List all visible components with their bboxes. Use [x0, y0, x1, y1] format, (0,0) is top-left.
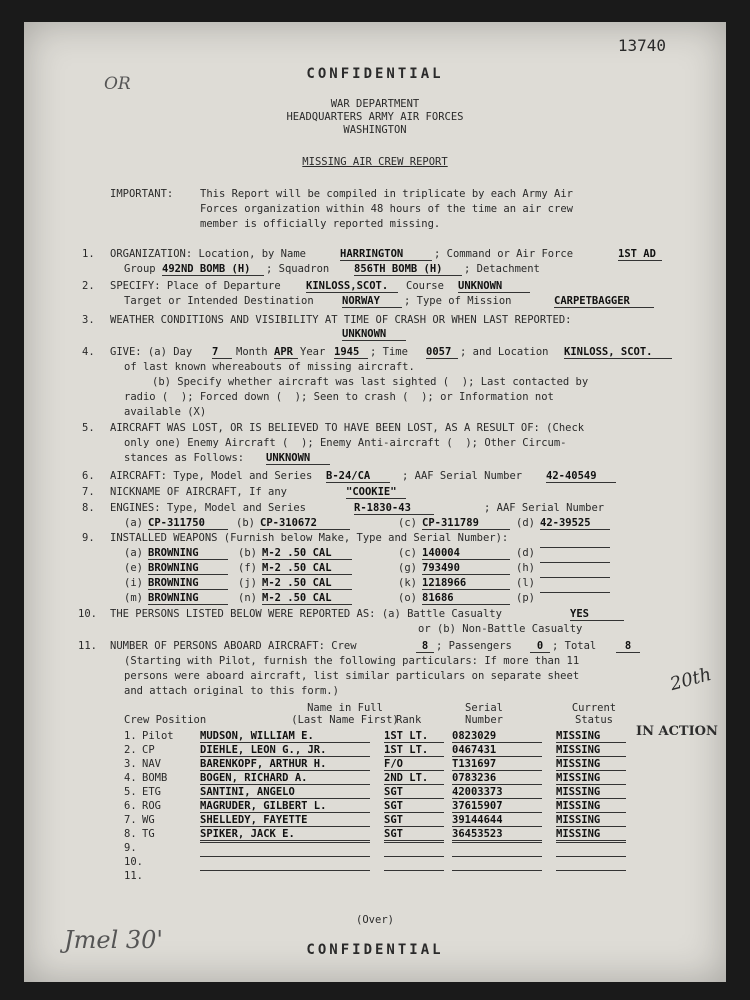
crew-pos: WG — [142, 814, 155, 826]
weapon-value — [540, 592, 610, 593]
engine-b-label: (b) — [236, 517, 255, 529]
item4-month-label: Month — [236, 346, 268, 358]
important-line3: member is officially reported missing. — [200, 218, 441, 230]
item4-line3: (b) Specify whether aircraft was last sighted ( ); Last contacted by — [152, 376, 589, 388]
header-line3: WASHINGTON — [343, 124, 407, 136]
crew-status: MISSING — [556, 828, 626, 841]
crew-rank — [384, 856, 444, 857]
loss-year: 1945 — [334, 346, 368, 359]
org-location: HARRINGTON — [340, 248, 432, 261]
weapon-label: (m) — [124, 592, 143, 604]
circumstances-value: UNKNOWN — [266, 452, 330, 465]
item4-line2: of last known whereabouts of missing aircraft. — [124, 361, 415, 373]
item6-number: 6. — [82, 470, 95, 482]
weapon-label: (g) — [398, 562, 417, 574]
total-count: 8 — [616, 640, 640, 653]
header-rank: Rank — [396, 714, 422, 726]
aircraft-type: B-24/CA — [326, 470, 390, 483]
crew-name: SANTINI, ANGELO — [200, 786, 370, 799]
item2-course-label: Course — [406, 280, 444, 292]
engine-type: R-1830-43 — [354, 502, 434, 515]
item5-number: 5. — [82, 422, 95, 434]
aircraft-nickname: "COOKIE" — [346, 486, 406, 499]
departure-place: KINLOSS,SCOT. — [306, 280, 398, 293]
crew-serial — [452, 856, 542, 857]
crew-serial: 36453523 — [452, 828, 542, 841]
crew-rank: 1ST LT. — [384, 730, 444, 743]
weapon-value: 793490 — [422, 562, 510, 575]
crew-rank — [384, 842, 444, 843]
item2-label: SPECIFY: Place of Departure — [110, 280, 281, 292]
over-label: (Over) — [356, 914, 394, 926]
item2-target-label: Target or Intended Destination — [124, 295, 314, 307]
crew-serial: 39144644 — [452, 814, 542, 827]
weapon-value: 1218966 — [422, 577, 510, 590]
crew-serial: 0783236 — [452, 772, 542, 785]
item8-label: ENGINES: Type, Model and Series — [110, 502, 306, 514]
crew-name — [200, 842, 370, 843]
crew-status: MISSING — [556, 786, 626, 799]
weapon-label: (c) — [398, 547, 417, 559]
crew-rank: SGT — [384, 786, 444, 799]
weapon-value: M-2 .50 CAL — [262, 547, 352, 560]
weapon-label: (p) — [516, 592, 535, 604]
battle-casualty-value: YES — [570, 608, 624, 621]
item4-line5: available (X) — [124, 406, 207, 418]
item5-line1: AIRCRAFT WAS LOST, OR IS BELIEVED TO HAVE BEEN LOST, AS A RESULT OF: (Check — [110, 422, 585, 434]
weapon-label: (k) — [398, 577, 417, 589]
item4-time-label: ; Time — [370, 346, 408, 358]
weapon-value: 81686 — [422, 592, 510, 605]
weapon-label: (h) — [516, 562, 535, 574]
passenger-count: 0 — [530, 640, 550, 653]
crew-no: 4. — [124, 772, 137, 784]
crew-status — [556, 856, 626, 857]
item3-number: 3. — [82, 314, 95, 326]
weapon-label: (i) — [124, 577, 143, 589]
margin-note: OR — [104, 74, 131, 94]
loss-month: APR — [274, 346, 298, 359]
weapon-label: (o) — [398, 592, 417, 604]
engine-a-label: (a) — [124, 517, 143, 529]
weapon-label: (e) — [124, 562, 143, 574]
crew-pos: CP — [142, 744, 155, 756]
crew-serial — [452, 870, 542, 871]
header-name-in-full: Name in Full — [307, 702, 383, 714]
important-line1: This Report will be compiled in triplicate by each Army Air — [200, 188, 573, 200]
item10-line2: or (b) Non-Battle Casualty — [418, 623, 583, 635]
target-value: NORWAY — [342, 295, 402, 308]
mission-type: CARPETBAGGER — [554, 295, 654, 308]
crew-status: MISSING — [556, 744, 626, 757]
crew-name: DIEHLE, LEON G., JR. — [200, 744, 370, 757]
weapon-label: (a) — [124, 547, 143, 559]
loss-day: 7 — [212, 346, 232, 359]
crew-rank: SGT — [384, 828, 444, 841]
crew-status: MISSING — [556, 772, 626, 785]
item1-group-label: Group — [124, 263, 156, 275]
weapon-value: BROWNING — [148, 592, 228, 605]
important-label: IMPORTANT: — [110, 188, 174, 200]
item7-label: NICKNAME OF AIRCRAFT, If any — [110, 486, 288, 498]
item6-serial-label: ; AAF Serial Number — [402, 470, 523, 482]
crew-name: BOGEN, RICHARD A. — [200, 772, 370, 785]
crew-name: SHELLEDY, FAYETTE — [200, 814, 370, 827]
crew-no: 10. — [124, 856, 143, 868]
weapon-value: BROWNING — [148, 577, 228, 590]
item1-detachment-label: ; Detachment — [464, 263, 540, 275]
header-line1: WAR DEPARTMENT — [330, 98, 420, 110]
item11-crew-label: NUMBER OF PERSONS ABOARD AIRCRAFT: Crew — [110, 640, 357, 652]
crew-no: 8. — [124, 828, 137, 840]
crew-no: 5. — [124, 786, 137, 798]
engine-d-serial: 42-39525 — [540, 517, 610, 530]
weapon-label: (l) — [516, 577, 535, 589]
crew-pos: ETG — [142, 786, 161, 798]
crew-name: SPIKER, JACK E. — [200, 828, 370, 841]
header-status: Status — [575, 714, 613, 726]
item9-label: INSTALLED WEAPONS (Furnish below Make, Type and Serial Number): — [110, 532, 509, 544]
aircraft-serial: 42-40549 — [546, 470, 616, 483]
course-value: UNKNOWN — [458, 280, 530, 293]
crew-status: MISSING — [556, 800, 626, 813]
item10-number: 10. — [78, 608, 97, 620]
item4-line4: radio ( ); Forced down ( ); Seen to crash ( ); or Information not — [124, 391, 554, 403]
item2-number: 2. — [82, 280, 95, 292]
org-squadron: 856TH BOMB (H) — [354, 263, 462, 276]
loss-location: KINLOSS, SCOT. — [564, 346, 672, 359]
weapon-value: BROWNING — [148, 562, 228, 575]
item6-label: AIRCRAFT: Type, Model and Series — [110, 470, 313, 482]
header-current: Current — [571, 702, 617, 714]
crew-pos: BOMB — [142, 772, 168, 784]
crew-rank: SGT — [384, 814, 444, 827]
item4-day-label: GIVE: (a) Day — [110, 346, 193, 358]
item1-command-label: ; Command or Air Force — [434, 248, 574, 260]
crew-name — [200, 870, 370, 871]
crew-pos: ROG — [142, 800, 161, 812]
engine-c-label: (c) — [398, 517, 417, 529]
crew-no: 11. — [124, 870, 143, 882]
item1-squadron-label: ; Squadron — [266, 263, 330, 275]
engine-c-serial: CP-311789 — [422, 517, 510, 530]
header-line2: HEADQUARTERS ARMY AIR FORCES — [286, 111, 464, 123]
crew-status — [556, 842, 626, 843]
weapon-label: (f) — [238, 562, 257, 574]
weapon-label: (j) — [238, 577, 257, 589]
item5-line2: only one) Enemy Aircraft ( ); Enemy Anti-aircraft ( ); Other Circum- — [124, 437, 567, 449]
handwritten-in-action: IN ACTION — [636, 724, 718, 739]
weapon-label: (d) — [516, 547, 535, 559]
item4-location-label: ; and Location — [460, 346, 549, 358]
crew-pos: NAV — [142, 758, 161, 770]
item3-label: WEATHER CONDITIONS AND VISIBILITY AT TIME OF CRASH OR WHEN LAST REPORTED: — [110, 314, 572, 326]
crew-no: 3. — [124, 758, 137, 770]
header-last-name-first: (Last Name First) — [291, 714, 399, 726]
crew-serial — [452, 842, 542, 843]
document-page — [24, 22, 726, 982]
engine-d-label: (d) — [516, 517, 535, 529]
weapon-value: 140004 — [422, 547, 510, 560]
report-title: MISSING AIR CREW REPORT — [302, 156, 448, 168]
handwritten-initials: Jmel 30' — [64, 926, 164, 954]
header-crew-position: Crew Position — [124, 714, 207, 726]
header-number: Number — [465, 714, 503, 726]
weapon-value — [540, 547, 610, 548]
weapon-label: (b) — [238, 547, 257, 559]
item11-line4: and attach original to this form.) — [124, 685, 339, 697]
item11-line3: persons were aboard aircraft, list similar particulars on separate sheet — [124, 670, 580, 682]
crew-serial: 0823029 — [452, 730, 542, 743]
item2-mission-label: ; Type of Mission — [404, 295, 512, 307]
crew-rank: SGT — [384, 800, 444, 813]
weapon-value — [540, 562, 610, 563]
header-serial: Serial — [465, 702, 503, 714]
crew-no: 6. — [124, 800, 137, 812]
weather-value: UNKNOWN — [342, 328, 406, 341]
crew-name: MUDSON, WILLIAM E. — [200, 730, 370, 743]
crew-no: 9. — [124, 842, 137, 854]
item9-number: 9. — [82, 532, 95, 544]
crew-status: MISSING — [556, 814, 626, 827]
engine-b-serial: CP-310672 — [260, 517, 350, 530]
crew-status — [556, 870, 626, 871]
item4-year-label: Year — [300, 346, 326, 358]
crew-rank — [384, 870, 444, 871]
crew-count: 8 — [416, 640, 434, 653]
crew-no: 1. — [124, 730, 137, 742]
crew-rank: 1ST LT. — [384, 744, 444, 757]
item5-line3: stances as Follows: — [124, 452, 245, 464]
classification-bottom: CONFIDENTIAL — [306, 942, 444, 958]
crew-name: MAGRUDER, GILBERT L. — [200, 800, 370, 813]
important-line2: Forces organization within 48 hours of the time an air crew — [200, 203, 573, 215]
crew-name — [200, 856, 370, 857]
engine-a-serial: CP-311750 — [148, 517, 228, 530]
item11-line2: (Starting with Pilot, furnish the following particulars: If more than 11 — [124, 655, 580, 667]
loss-time: 0057 — [426, 346, 458, 359]
weapon-value: M-2 .50 CAL — [262, 562, 352, 575]
weapon-value — [540, 577, 610, 578]
crew-rank: F/O — [384, 758, 444, 771]
weapon-value: M-2 .50 CAL — [262, 577, 352, 590]
crew-serial: 42003373 — [452, 786, 542, 799]
item8-serial-label: ; AAF Serial Number — [484, 502, 605, 514]
crew-pos: TG — [142, 828, 155, 840]
item4-number: 4. — [82, 346, 95, 358]
crew-pos: Pilot — [142, 730, 174, 742]
crew-serial: T131697 — [452, 758, 542, 771]
crew-status: MISSING — [556, 730, 626, 743]
crew-rank: 2ND LT. — [384, 772, 444, 785]
document-number: 13740 — [617, 36, 666, 55]
org-command: 1ST AD — [618, 248, 662, 261]
crew-serial: 0467431 — [452, 744, 542, 757]
classification-top: CONFIDENTIAL — [306, 66, 444, 82]
item11-total-label: ; Total — [552, 640, 597, 652]
crew-no: 2. — [124, 744, 137, 756]
crew-serial: 37615907 — [452, 800, 542, 813]
weapon-value: M-2 .50 CAL — [262, 592, 352, 605]
weapon-value: BROWNING — [148, 547, 228, 560]
weapon-label: (n) — [238, 592, 257, 604]
org-group: 492ND BOMB (H) — [162, 263, 264, 276]
crew-status: MISSING — [556, 758, 626, 771]
item7-number: 7. — [82, 486, 95, 498]
item8-number: 8. — [82, 502, 95, 514]
item11-number: 11. — [78, 640, 97, 652]
handwritten-20th: 20th — [667, 663, 714, 696]
item10-line1: THE PERSONS LISTED BELOW WERE REPORTED AS: (a) Battle Casualty — [110, 608, 502, 620]
crew-name: BARENKOPF, ARTHUR H. — [200, 758, 370, 771]
item1-number: 1. — [82, 248, 95, 260]
item11-passengers-label: ; Passengers — [436, 640, 512, 652]
item1-label: ORGANIZATION: Location, by Name — [110, 248, 306, 260]
crew-no: 7. — [124, 814, 137, 826]
